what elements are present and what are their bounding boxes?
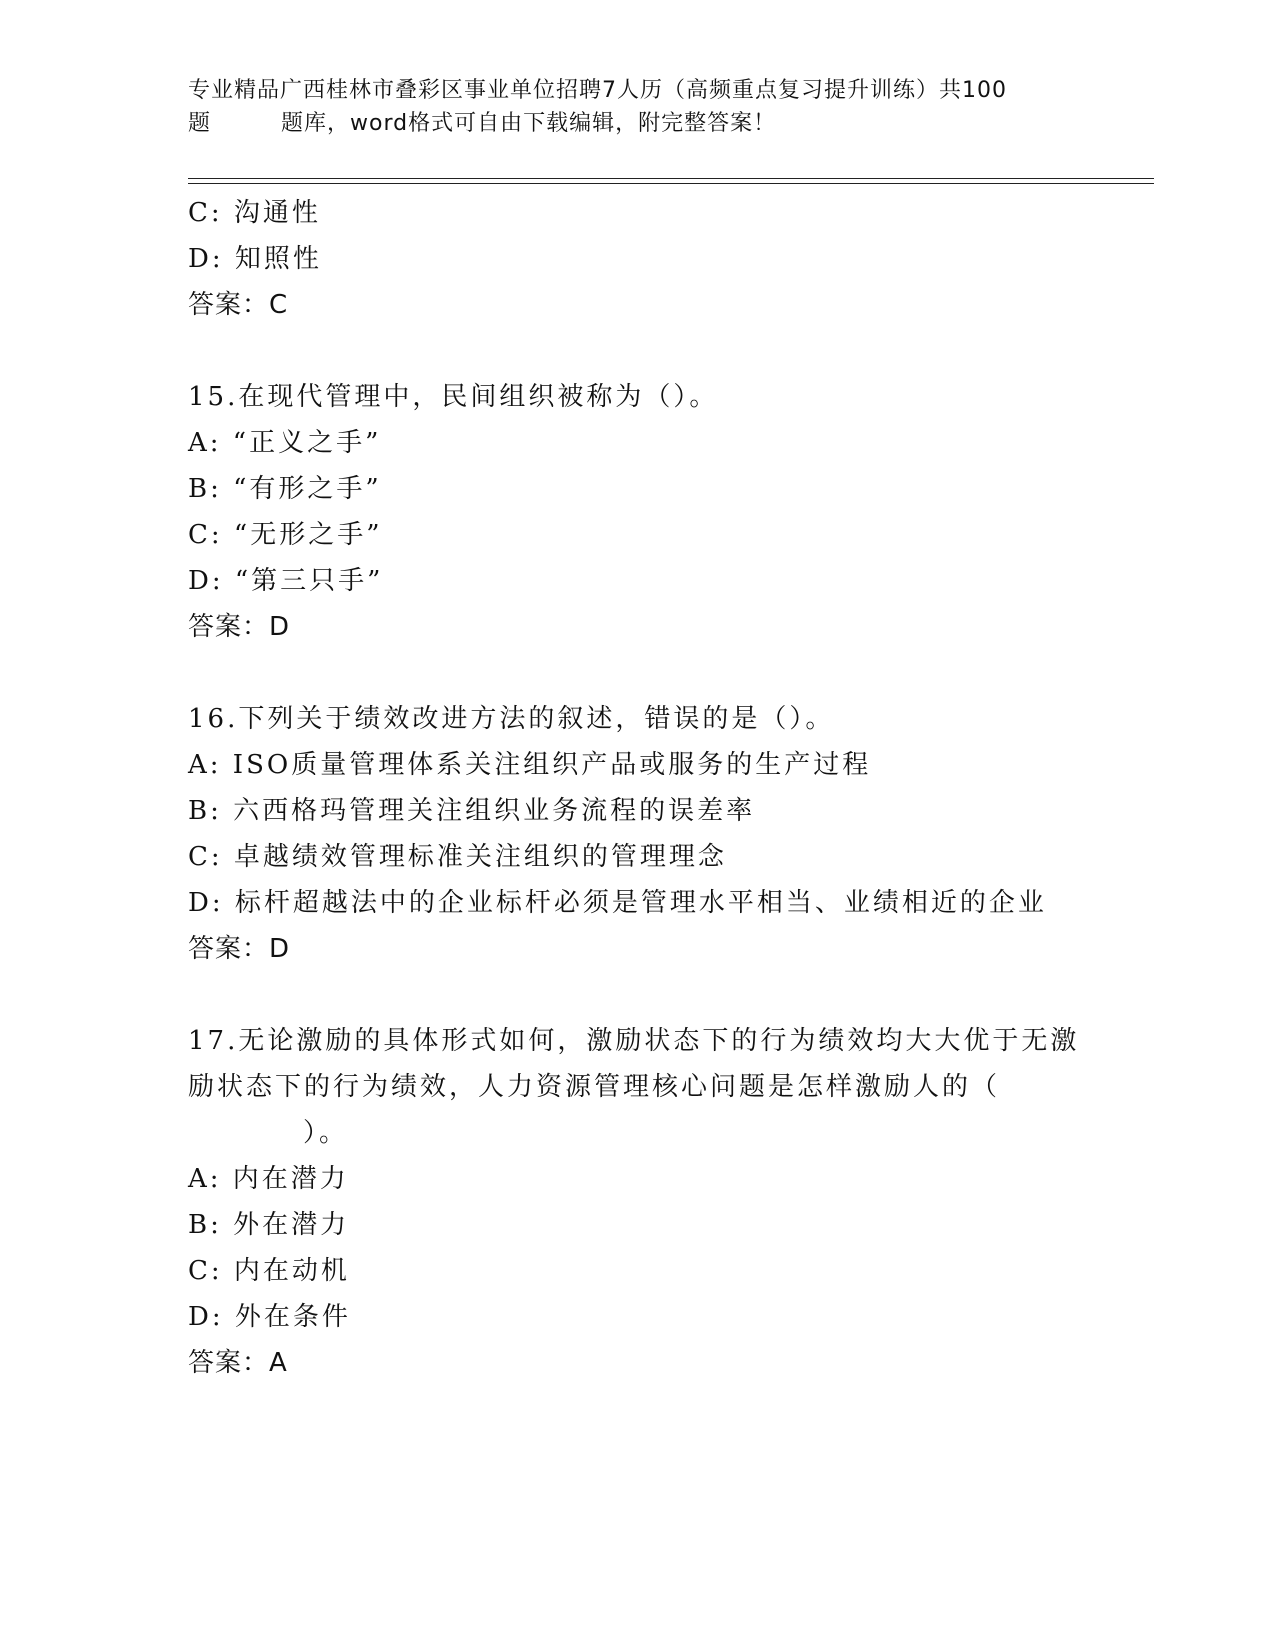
question-stem: 16.下列关于绩效改进方法的叙述，错误的是（）。 <box>188 704 835 734</box>
header-title-line: 专业精品广西桂林市叠彩区事业单位招聘7人历（高频重点复习提升训练）共100 <box>188 78 1007 103</box>
spacer <box>188 650 1148 696</box>
option-c: C: 卓越绩效管理标准关注组织的管理理念 <box>188 842 727 872</box>
option-d: D: 知照性 <box>188 244 322 274</box>
document-header <box>188 74 1088 140</box>
header-continuation: 题 <box>188 111 212 136</box>
option-c: C: 沟通性 <box>188 198 321 228</box>
question-16 <box>188 696 1148 972</box>
header-divider-bottom <box>188 183 1154 184</box>
option-b: B: 六西格玛管理关注组织业务流程的误差率 <box>188 796 756 826</box>
spacer <box>188 328 1148 374</box>
header-subtitle: 题库，word格式可自由下载编辑，附完整答案！ <box>281 111 777 136</box>
answer-line: 答案：C <box>188 290 289 320</box>
option-c: C: 内在动机 <box>188 1256 350 1286</box>
option-a: A: 内在潜力 <box>188 1164 349 1194</box>
option-d: D: “第三只手” <box>188 566 384 596</box>
question-15 <box>188 374 1148 650</box>
header-subtitle-line <box>188 107 1088 140</box>
question-stem-line-3: ）。 <box>303 1118 349 1148</box>
question-14-tail <box>188 190 1148 328</box>
question-stem: 15.在现代管理中，民间组织被称为（）。 <box>188 382 719 412</box>
answer-line: 答案：D <box>188 934 291 964</box>
question-stem-line-2: 励状态下的行为绩效，人力资源管理核心问题是怎样激励人的（ <box>188 1072 1001 1102</box>
option-a: A: ISO质量管理体系关注组织产品或服务的生产过程 <box>188 750 872 780</box>
option-d: D: 标杆超越法中的企业标杆必须是管理水平相当、业绩相近的企业 <box>188 888 1047 918</box>
option-b: B: 外在潜力 <box>188 1210 350 1240</box>
option-d: D: 外在条件 <box>188 1302 351 1332</box>
option-c: C: “无形之手” <box>188 520 383 550</box>
question-list <box>188 190 1148 1386</box>
option-b: B: “有形之手” <box>188 474 382 504</box>
answer-line: 答案：D <box>188 612 291 642</box>
answer-line: 答案：A <box>188 1348 288 1378</box>
option-a: A: “正义之手” <box>188 428 382 458</box>
question-stem-line-1: 17.无论激励的具体形式如何，激励状态下的行为绩效均大大优于无激 <box>188 1026 1080 1056</box>
header-divider-top <box>188 178 1154 179</box>
question-17 <box>188 1018 1148 1386</box>
spacer <box>188 972 1148 1018</box>
